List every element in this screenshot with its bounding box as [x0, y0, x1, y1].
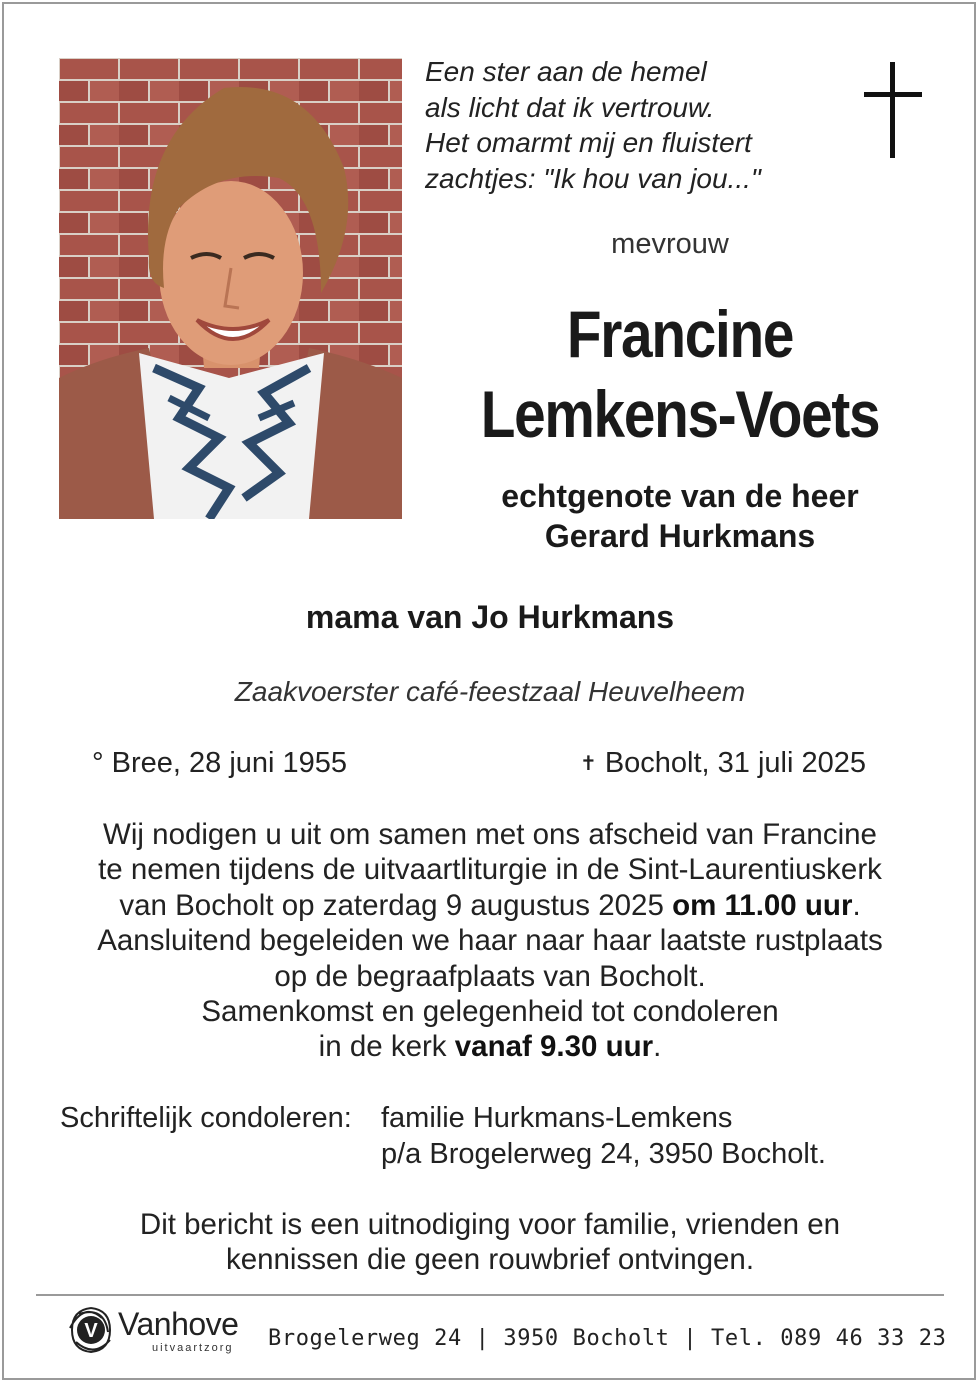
occupation: Zaakvoerster café-feestzaal Heuvelheem — [234, 676, 746, 707]
scribble-logo-icon — [64, 1302, 118, 1358]
child-info: mama van Jo Hurkmans — [305, 599, 675, 635]
funeral-home-name: Vanhove — [118, 1306, 239, 1342]
death-date — [580, 747, 866, 780]
poem-line: zachtjes: "Ik hou van jou..." — [425, 162, 761, 194]
spouse-line: echtgenote van de heer — [501, 478, 859, 514]
invitation-line: Wij nodigen u uit om samen met ons afscheid van Francine — [103, 818, 877, 851]
invitation-line — [40, 1029, 940, 1064]
invitation-line: te nemen tijdens de uitvaartliturgie in de Sint-Laurentiuskerk — [98, 853, 882, 887]
notice-line: Dit bericht is een uitnodiging voor familie, vrienden en — [139, 1208, 841, 1241]
spouse-name: Gerard Hurkmans — [544, 518, 816, 554]
death-date-text: Bocholt, 31 juli 2025 — [604, 747, 867, 779]
invitation-line: Samenkomst en gelegenheid tot condoleren — [201, 995, 779, 1029]
poem — [425, 54, 845, 196]
poem-line: als licht dat ik vertrouw. — [425, 91, 715, 123]
condolence-address: p/a Brogelerweg 24, 3950 Bocholt. — [381, 1138, 826, 1170]
divider — [36, 1294, 944, 1296]
gathering-time: vanaf 9.30 uur — [454, 1030, 654, 1064]
condolence-recipient: familie Hurkmans-Lemkens — [381, 1102, 733, 1134]
portrait-photo — [59, 58, 402, 519]
small-cross-icon: ✝ — [580, 753, 597, 775]
notice-text — [90, 1207, 890, 1278]
invitation-text-part: . — [653, 1030, 662, 1064]
invitation-line — [40, 888, 940, 923]
poem-line: Het omarmt mij en fluistert — [425, 127, 752, 158]
spouse-info — [420, 476, 940, 556]
birth-date: ° Bree, 28 juni 1955 — [92, 747, 348, 779]
condolence-label: Schriftelijk condoleren: — [60, 1102, 352, 1134]
funeral-home-contact: Brogelerweg 24 | 3950 Bocholt | Tel. 089 46 33 23 — [268, 1326, 947, 1351]
invitation-text-part: van Bocholt op zaterdag 9 augustus 2025 — [119, 888, 673, 922]
poem-line: Een ster aan de hemel — [425, 56, 707, 87]
invitation-text-part: . — [852, 888, 861, 922]
invitation-text — [40, 817, 940, 1065]
funeral-home-logo — [64, 1302, 254, 1358]
last-name: Lemkens-Voets — [480, 377, 880, 451]
first-name: Francine — [566, 297, 794, 371]
invitation-line: Aansluitend begeleiden we haar naar haar laatste rustplaats — [97, 924, 883, 958]
funeral-home-subtitle: uitvaartzorg — [152, 1342, 234, 1354]
ceremony-time: om 11.00 uur — [672, 888, 853, 922]
invitation-text-part: in de kerk — [318, 1030, 455, 1064]
cross-icon — [864, 62, 922, 158]
notice-line: kennissen die geen rouwbrief ontvingen. — [225, 1243, 755, 1277]
honorific: mevrouw — [611, 228, 729, 260]
logo-letter: V — [84, 1320, 98, 1342]
invitation-line: op de begraafplaats van Bocholt. — [274, 959, 706, 993]
